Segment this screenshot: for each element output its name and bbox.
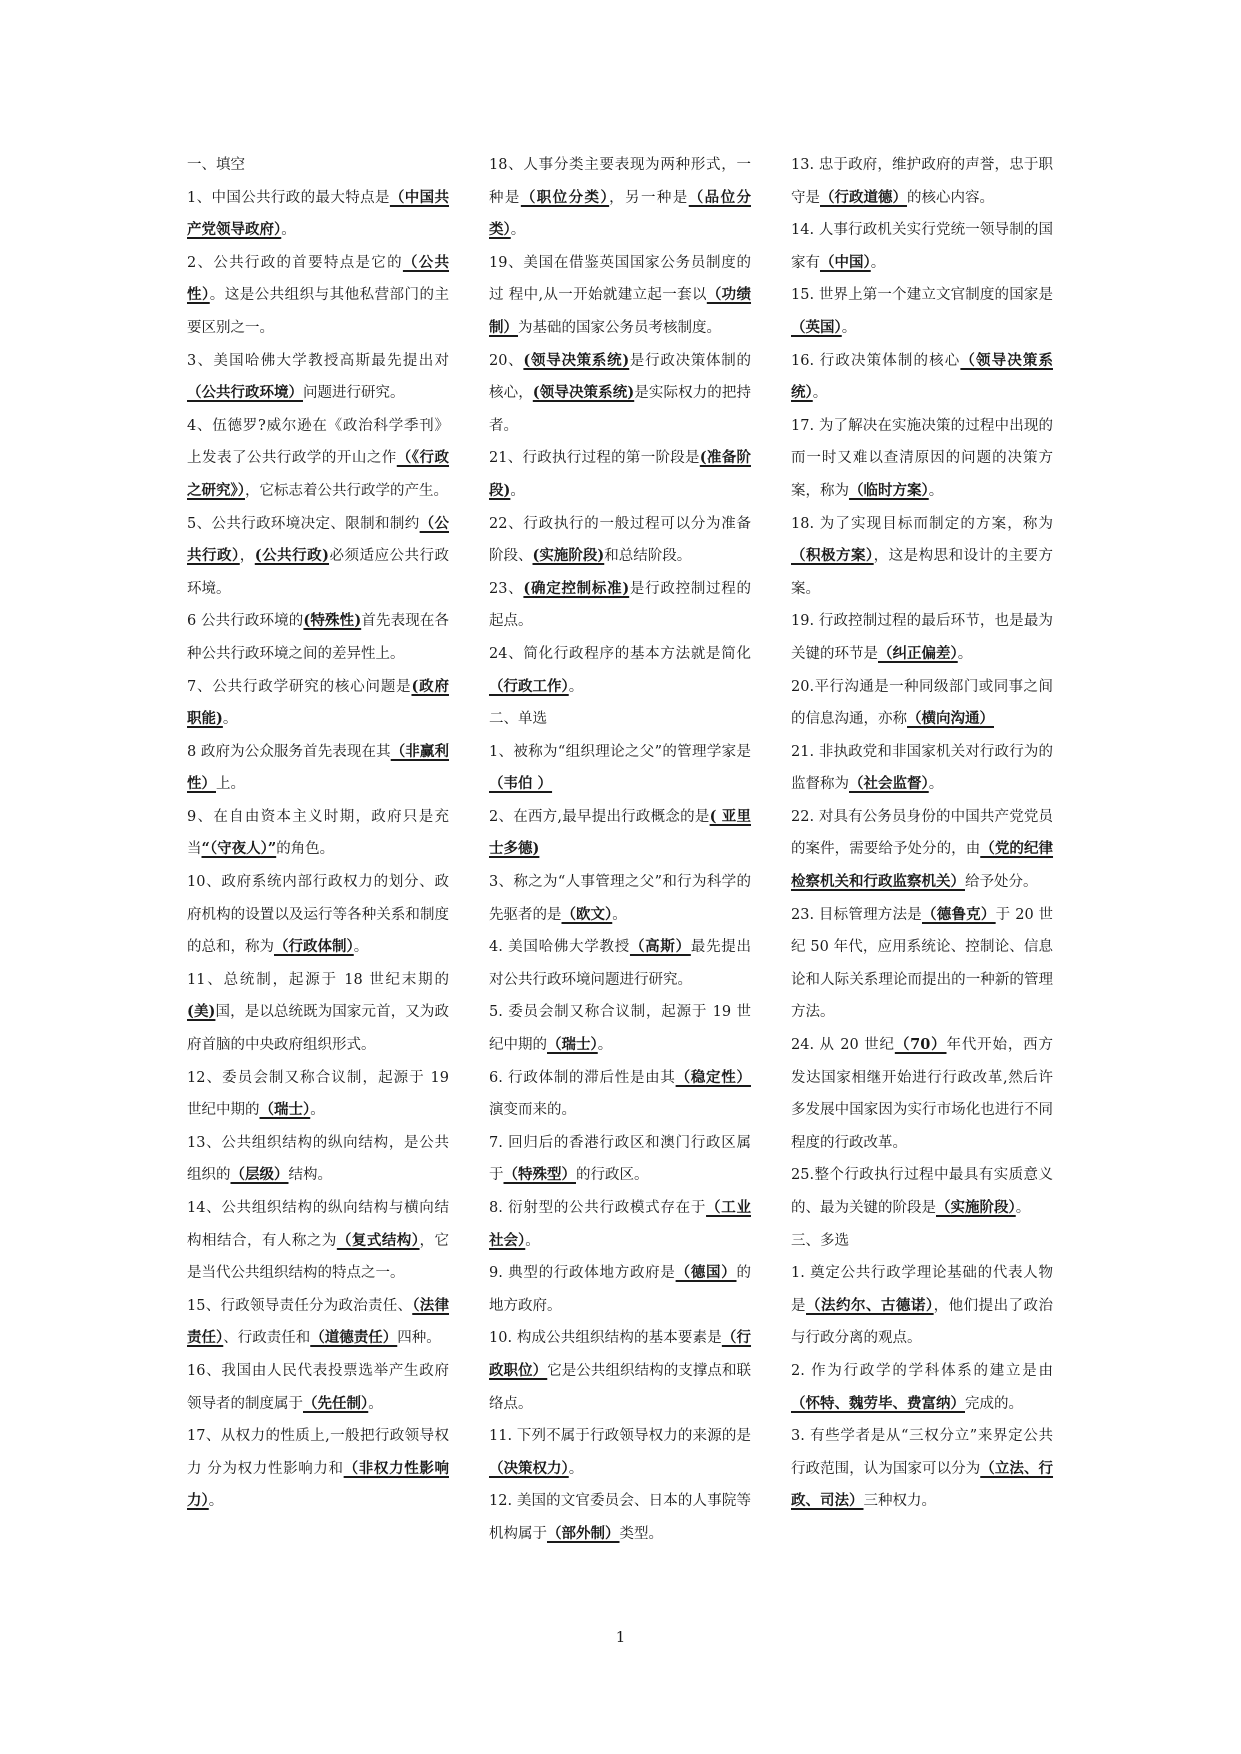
question-item: 9、在自由资本主义时期，政府只是充当“（守夜人）”的角色。 [187, 808, 449, 858]
answer-text: （纠正偏差） [878, 644, 958, 662]
answer-text: （70） [894, 1036, 947, 1054]
question-item: 20、(领导决策系统)是行政决策体制的核心，(领导决策系统)是实际权力的把持者。 [489, 351, 752, 434]
answer-text: （中国） [820, 253, 871, 271]
answer-text: （职位分类） [520, 188, 610, 206]
question-item: 16、我国由人民代表投票选举产生政府领导者的制度属于（先任制）。 [187, 1362, 449, 1412]
question-item: 18. 为了实现目标而制定的方案，称为（积极方案），这是构思和设计的主要方案。 [791, 515, 1054, 597]
question-item: 14、公共组织结构的纵向结构与横向结构相结合，有人称之为（复式结构），它是当代公共组织结构的特点之一。 [187, 1200, 450, 1282]
answer-text: (实施阶段) [532, 547, 605, 565]
question-item: 4. 美国哈佛大学教授（高斯）最先提出对公共行政环境问题进行研究。 [489, 938, 752, 988]
question-item: 2、在西方,最早提出行政概念的是( 亚里士多德) [489, 807, 751, 858]
answer-text: (领导决策系统) [532, 384, 635, 402]
answer-text: （公共行政） [187, 514, 449, 565]
answer-text: （瑞士） [547, 1036, 598, 1054]
answer-text: (确定控制标准) [523, 579, 630, 597]
answer-text: （《行政之研究》） [187, 449, 450, 499]
answer-text: （高斯） [629, 938, 691, 956]
answer-text: （英国） [791, 318, 842, 336]
question-item: 13. 忠于政府，维护政府的声誉，忠于职守是（行政道德）的核心内容。 [791, 157, 1053, 206]
question-item: 10、政府系统内部行政权力的划分、政府机构的设置以及运行等各种关系和制度的总和，称为（行政体制）。 [187, 874, 449, 956]
question-item: 12. 美国的文官委员会、日本的人事院等机构属于（部外制）类型。 [489, 1493, 751, 1542]
question-item: 1、中国公共行政的最大特点是（中国共产党领导政府）。 [187, 188, 449, 239]
answer-text: （韦伯 ） [489, 775, 553, 793]
answer-text: (政府职能) [187, 677, 449, 728]
answer-text: （法律责任） [187, 1296, 450, 1347]
answer-text: ( 亚里士多德) [489, 807, 751, 858]
question-item: 三、多选 [791, 1232, 849, 1249]
answer-text: （层级） [230, 1166, 289, 1184]
answer-text: （瑞士） [259, 1101, 311, 1119]
answer-text: （立法、行政、司法） [791, 1459, 1054, 1510]
question-item: 20.平行沟通是一种同级部门或同事之间的信息沟通，亦称（横向沟通） [791, 678, 1053, 728]
question-item: 3、称之为“人事管理之父”和行为科学的先驱者的是（欧文）。 [489, 874, 751, 923]
answer-text: (美) [187, 1003, 216, 1021]
answer-text: （德鲁克） [922, 905, 996, 923]
question-item: 11、总统制，起源于 18 世纪末期的(美)国，是以总统既为国家元首，又为政府首脑的中央政府组织形式。 [187, 971, 449, 1054]
question-item: 22、行政执行的一般过程可以分为准备阶段、(实施阶段)和总结阶段。 [489, 515, 751, 565]
answer-text: （道德责任） [310, 1329, 398, 1347]
question-item: 24、简化行政程序的基本方法就是简化（行政工作）。 [489, 645, 751, 695]
question-item: 1、被称为“组织理论之父”的管理学家是（韦伯 ） [489, 743, 751, 793]
question-item: 17. 为了解决在实施决策的过程中出现的而一时又难以查清原因的问题的决策方案，称为（临时方案）。 [791, 417, 1053, 499]
question-item: 15. 世界上第一个建立文官制度的国家是（英国）。 [791, 287, 1053, 336]
question-item: 2、公共行政的首要特点是它的（公共性）。这是公共组织与其他私营部门的主要区别之一。 [187, 253, 450, 336]
question-item: 3、美国哈佛大学教授高斯最先提出对（公共行政环境）问题进行研究。 [187, 352, 449, 402]
answer-text: （法约尔、古德诺） [806, 1296, 934, 1314]
answer-text: （领导决策系统） [791, 351, 1053, 402]
question-item: 15、行政领导责任分为政治责任、（法律责任）、行政责任和（道德责任）四种。 [187, 1296, 450, 1347]
text-column-right [791, 149, 1053, 1518]
answer-text: （稳定性） [675, 1068, 751, 1086]
answer-text: (特殊性) [303, 612, 362, 630]
question-item: 8 政府为公众服务首先表现在其（非赢利性）上。 [187, 742, 449, 793]
question-item: 7. 回归后的香港行政区和澳门行政区属于（特殊型）的行政区。 [489, 1134, 751, 1184]
question-item: 6 公共行政环境的(特殊性)首先表现在各种公共行政环境之间的差异性上。 [187, 612, 449, 662]
text-column-middle [489, 149, 751, 1551]
question-item: 23. 目标管理方法是（德鲁克）于 20 世纪 50 年代，应用系统论、控制论、信息论和人际关系理论而提出的一种新的管理方法。 [791, 905, 1054, 1021]
question-item: 21. 非执政党和非国家机关对行政行为的监督称为（社会监督）。 [791, 743, 1053, 793]
question-item: 23、(确定控制标准)是行政控制过程的起点。 [489, 579, 751, 630]
question-item: 17、从权力的性质上,一般把行政领导权力 分为权力性影响力和（非权力性影响力）。 [187, 1428, 449, 1510]
answer-text: （社会监督） [849, 775, 929, 793]
question-item: 1. 奠定公共行政学理论基础的代表人物是（法约尔、古德诺），他们提出了政治与行政分离的观点。 [791, 1265, 1054, 1347]
answer-text: （公共行政环境） [187, 384, 303, 402]
text-column-left [187, 149, 449, 1518]
answer-text: （积极方案） [791, 547, 874, 565]
answer-text: （决策权力） [489, 1459, 569, 1477]
question-item: 19、美国在借鉴英国国家公务员制度的过 程中,从一开始就建立起一套以（功绩制）为基础的国家公务员考核制度。 [489, 254, 752, 336]
question-item: 6. 行政体制的滞后性是由其（稳定性）演变而来的。 [489, 1068, 751, 1119]
answer-text: （中国共产党领导政府） [187, 188, 449, 239]
answer-text: （德国） [675, 1264, 737, 1282]
answer-text: （横向沟通） [907, 710, 994, 728]
question-item: 9. 典型的行政体地方政府是（德国）的地方政府。 [489, 1264, 751, 1314]
question-item: 19. 行政控制过程的最后环节，也是最为关键的环节是（纠正偏差）。 [791, 613, 1053, 662]
answer-text: (公共行政) [254, 547, 330, 565]
question-item: 4、伍德罗?威尔逊在《政治科学季刊》上发表了公共行政学的开山之作（《行政之研究》），它标志着公共行政学的产生。 [187, 417, 450, 499]
question-item: 8. 衍射型的公共行政模式存在于（工业社会）。 [489, 1199, 751, 1249]
answer-text: （实施阶段） [936, 1199, 1016, 1216]
question-item: 一、填空 [187, 157, 245, 173]
answer-text: （工业社会） [489, 1199, 751, 1249]
question-item: 12、委员会制又称合议制，起源于 19 世纪中期的（瑞士）。 [187, 1069, 449, 1119]
question-item: 二、单选 [489, 711, 547, 728]
question-item: 13、公共组织结构的纵向结构，是公共组织的（层级）结构。 [187, 1134, 449, 1184]
question-item: 22. 对具有公务员身份的中国共产党党员的案件，需要给予处分的，由（党的纪律检察机关和行政监察机关）给予处分。 [791, 808, 1054, 891]
answer-text: （行政工作） [489, 677, 569, 695]
answer-text: （临时方案） [849, 481, 929, 499]
question-item: 10. 构成公共组织结构的基本要素是（行政职位）它是公共组织结构的支撑点和联络点。 [489, 1329, 752, 1412]
answer-text: （行政体制） [274, 938, 354, 956]
question-item: 7、公共行政学研究的核心问题是(政府职能)。 [187, 677, 449, 728]
answer-text: “（守夜人）” [201, 840, 277, 858]
question-item: 2. 作为行政学的学科体系的建立是由（怀特、魏劳毕、费富纳）完成的。 [791, 1362, 1053, 1412]
question-item: 18、人事分类主要表现为两种形式，一种是（职位分类），另一种是（品位分类）。 [489, 157, 751, 239]
answer-text: （党的纪律检察机关和行政监察机关） [791, 840, 1054, 891]
answer-text: （非赢利性） [187, 742, 449, 793]
question-item: 3. 有些学者是从“三权分立”来界定公共行政范围，认为国家可以分为（立法、行政、司法）三种权力。 [791, 1428, 1054, 1510]
page-number: 1 [615, 1628, 626, 1646]
answer-text: （品位分类） [489, 188, 751, 239]
answer-text: （部外制） [547, 1524, 620, 1542]
question-item: 14. 人事行政机关实行党统一领导制的国家有（中国）。 [791, 222, 1053, 271]
answer-text: （复式结构） [336, 1231, 420, 1249]
question-item: 5、公共行政环境决定、限制和制约（公共行政），(公共行政)必须适应公共行政环境。 [187, 514, 450, 597]
answer-text: （功绩制） [489, 286, 752, 336]
answer-text: （欧文） [561, 905, 613, 923]
answer-text: (准备阶段) [489, 449, 751, 499]
question-item: 25.整个行政执行过程中最具有实质意义的、最为关键的阶段是（实施阶段）。 [791, 1167, 1053, 1216]
answer-text: （怀特、魏劳毕、费富纳） [791, 1394, 965, 1412]
answer-text: （公共性） [187, 253, 450, 304]
answer-text: （非权力性影响力） [187, 1459, 449, 1510]
answer-text: （行政职位） [489, 1329, 752, 1379]
question-item: 5. 委员会制又称合议制，起源于 19 世纪中期的（瑞士）。 [489, 1004, 751, 1054]
question-item: 24. 从 20 世纪（70）年代开始，西方发达国家相继开始进行行政改革,然后许多发展中国家因为实行市场化也进行不同程度的行政改革。 [791, 1036, 1053, 1151]
question-item: 16. 行政决策体制的核心（领导决策系统）。 [791, 351, 1053, 402]
answer-text: (领导决策系统) [523, 351, 630, 369]
answer-text: （先任制） [303, 1394, 369, 1412]
answer-text: （特殊型） [503, 1166, 576, 1184]
question-item: 11. 下列不属于行政领导权力的来源的是（决策权力）。 [489, 1428, 751, 1477]
question-item: 21、行政执行过程的第一阶段是(准备阶段)。 [489, 449, 751, 499]
answer-text: （行政道德） [820, 188, 907, 206]
